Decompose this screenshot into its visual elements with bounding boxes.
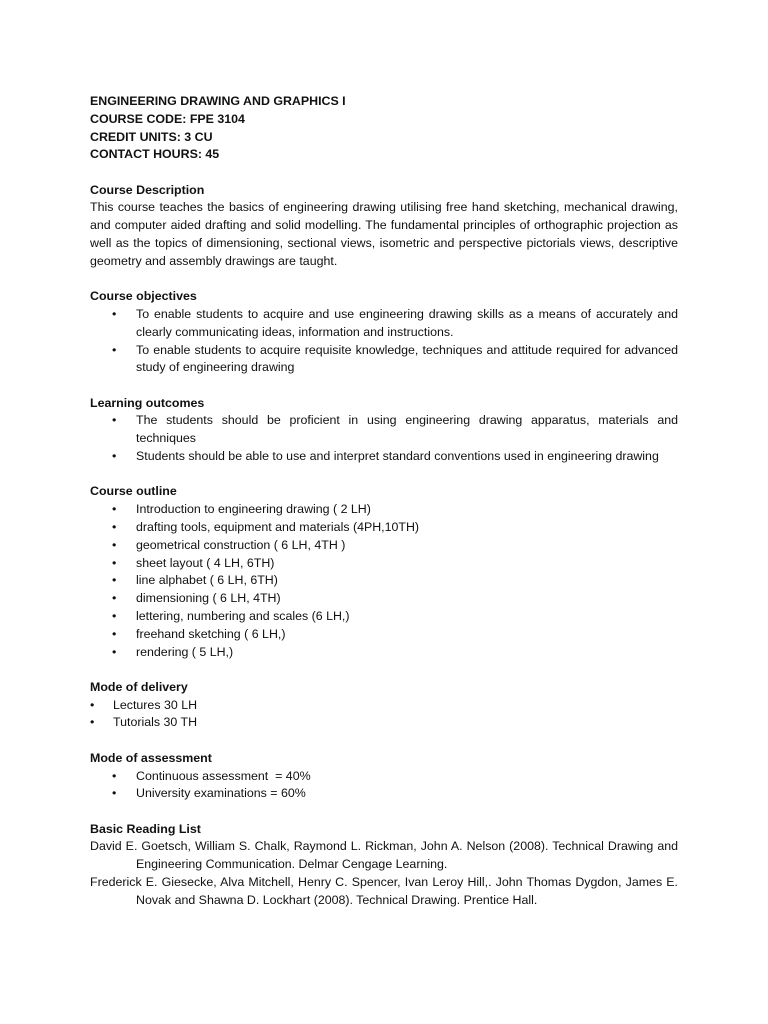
assessment-item: • Continuous assessment = 40% [90, 768, 678, 786]
assessment-list [90, 768, 678, 804]
bullet-icon: • [112, 591, 117, 606]
outline-item: • rendering ( 5 LH,) [90, 644, 678, 662]
reading-heading: Basic Reading List [90, 821, 201, 836]
outline-heading: Course outline [90, 484, 177, 499]
outcome-item: • Students should be able to use and interpret standard conventions used in engineering drawing [90, 448, 678, 466]
objective-item: • To enable students to acquire requisite knowledge, techniques and attitude required for advanced study of engineering drawing [112, 342, 678, 375]
outline-item: • freehand sketching ( 6 LH,) [90, 626, 678, 644]
outcomes-list [90, 412, 678, 465]
contact-hours: CONTACT HOURS: 45 [90, 147, 220, 162]
delivery-item: • Tutorials 30 TH [90, 714, 678, 732]
description-text: This course teaches the basics of engineering drawing utilising free hand sketching, mechanical drawing, and computer aided drafting and solid modelling. The fundamental principles of orthographic projection as well as the topics of dimensioning, sectional views, isometric and perspective pictorials views, descriptive geometry and assembly drawings are taught. [90, 200, 678, 268]
outcomes-heading: Learning outcomes [90, 395, 205, 410]
bullet-icon: • [112, 644, 117, 659]
reference-item: Frederick E. Giesecke, Alva Mitchell, Henry C. Spencer, Ivan Leroy Hill,. John Thomas Dygdon, James E. Novak and Shawna D. Lockhart (2008). Technical Drawing. Prentice Hall. [90, 874, 678, 907]
bullet-icon: • [112, 342, 117, 357]
assessment-item: • University examinations = 60% [90, 785, 678, 803]
outline-item: • line alphabet ( 6 LH, 6TH) [90, 572, 678, 590]
outline-item: • geometrical construction ( 6 LH, 4TH ) [90, 537, 678, 555]
outline-list [90, 501, 678, 661]
outline-item: • lettering, numbering and scales (6 LH,) [90, 608, 678, 626]
outline-item: • Introduction to engineering drawing ( 2 LH) [90, 501, 678, 519]
bullet-icon: • [90, 715, 95, 730]
bullet-icon: • [112, 555, 117, 570]
delivery-item: • Lectures 30 LH [90, 697, 678, 715]
course-title: ENGINEERING DRAWING AND GRAPHICS I [90, 94, 346, 108]
description-heading: Course Description [90, 182, 205, 197]
outline-item: • drafting tools, equipment and materials (4PH,10TH) [90, 519, 678, 537]
credit-units: CREDIT UNITS: 3 CU [90, 129, 213, 144]
delivery-heading: Mode of delivery [90, 679, 188, 694]
delivery-list [90, 697, 678, 733]
bullet-icon: • [112, 502, 117, 517]
bullet-icon: • [112, 413, 117, 428]
bullet-icon: • [112, 608, 117, 623]
reference-item: David E. Goetsch, William S. Chalk, Raymond L. Rickman, John A. Nelson (2008). Technical Drawing and Engineering Communication. Delmar Cengage Learning. [90, 839, 678, 872]
bullet-icon: • [112, 768, 117, 783]
document-content [90, 93, 678, 910]
outline-item: • sheet layout ( 4 LH, 6TH) [90, 555, 678, 573]
bullet-icon: • [112, 306, 117, 321]
objectives-list [90, 306, 678, 377]
outline-item: • dimensioning ( 6 LH, 4TH) [90, 590, 678, 608]
bullet-icon: • [112, 573, 117, 588]
objectives-heading: Course objectives [90, 289, 197, 304]
bullet-icon: • [112, 519, 117, 534]
outcome-item: • The students should be proficient in using engineering drawing apparatus, materials and techniques [112, 413, 678, 446]
bullet-icon: • [112, 449, 117, 464]
objective-item: • To enable students to acquire and use engineering drawing skills as a means of accurately and clearly communicating ideas, information and instructions. [112, 306, 678, 339]
bullet-icon: • [90, 697, 95, 712]
assessment-heading: Mode of assessment [90, 750, 212, 765]
bullet-icon: • [112, 626, 117, 641]
bullet-icon: • [112, 786, 117, 801]
bullet-icon: • [112, 537, 117, 552]
course-code: COURSE CODE: FPE 3104 [90, 111, 245, 126]
